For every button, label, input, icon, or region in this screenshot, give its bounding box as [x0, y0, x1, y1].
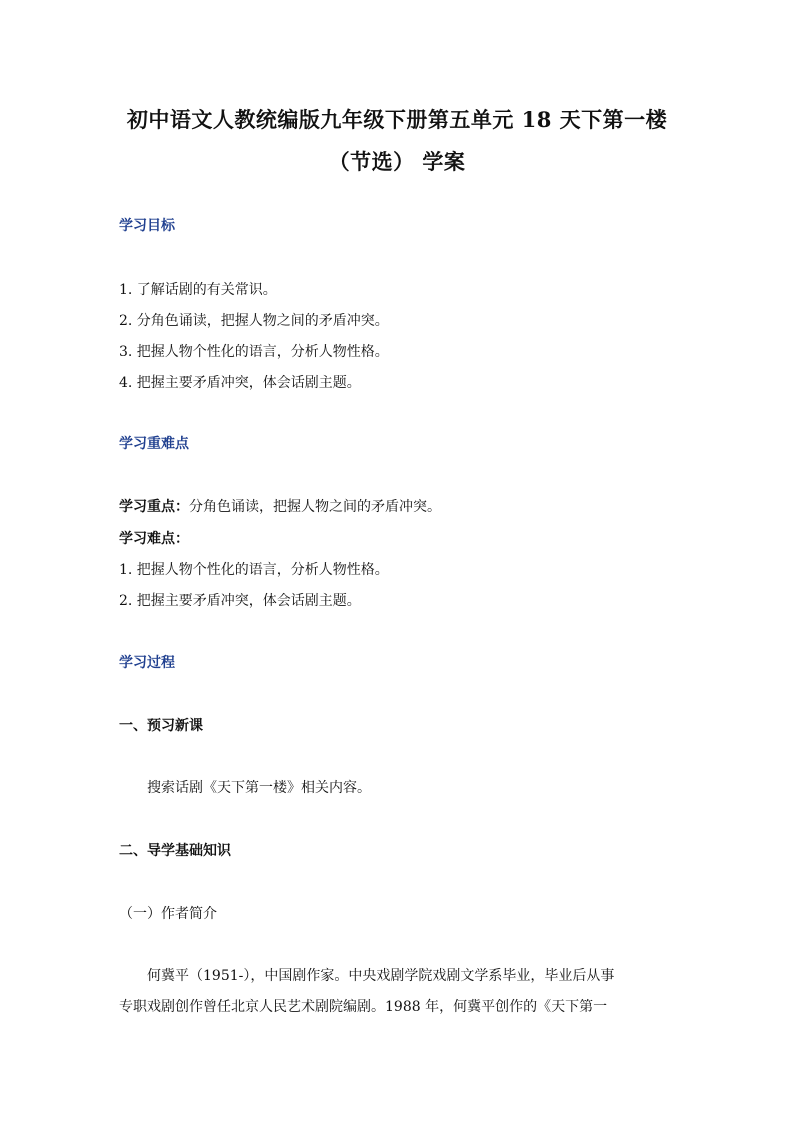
difficult-point-label: 学习难点： [119, 531, 189, 547]
difficult-item-1: 1. 把握人物个性化的语言，分析人物性格。 [119, 562, 389, 578]
process-sub1-heading: （一）作者简介 [119, 906, 217, 922]
author-intro-line-1: 何冀平（1951-），中国剧作家。中央戏剧学院戏剧文学系毕业，毕业后从事 [147, 968, 615, 984]
key-point-label: 学习重点： [119, 499, 189, 515]
section-heading-key-points: 学习重难点 [119, 436, 189, 452]
objective-item-2: 2. 分角色诵读，把握人物之间的矛盾冲突。 [119, 313, 389, 329]
process-part2-heading: 二、导学基础知识 [119, 843, 231, 859]
objective-item-4: 4. 把握主要矛盾冲突，体会话剧主题。 [119, 375, 361, 391]
difficult-item-2: 2. 把握主要矛盾冲突，体会话剧主题。 [119, 593, 361, 609]
document-title-line-1: 初中语文人教统编版九年级下册第五单元 18 天下第一楼 [126, 107, 668, 132]
objective-item-3: 3. 把握人物个性化的语言，分析人物性格。 [119, 344, 389, 360]
document-title-line-2: （节选） 学案 [328, 149, 466, 174]
author-intro-line-2: 专职戏剧创作曾任北京人民艺术剧院编剧。1988 年，何冀平创作的《天下第一 [119, 999, 608, 1015]
objective-item-1: 1. 了解话剧的有关常识。 [119, 282, 277, 298]
section-heading-objectives: 学习目标 [119, 218, 175, 234]
key-point-line [119, 497, 679, 517]
key-point-text: 分角色诵读，把握人物之间的矛盾冲突。 [189, 499, 441, 515]
process-part1-heading: 一、预习新课 [119, 718, 203, 734]
process-part1-text: 搜索话剧《天下第一楼》相关内容。 [147, 780, 371, 796]
section-heading-process: 学习过程 [119, 655, 175, 671]
